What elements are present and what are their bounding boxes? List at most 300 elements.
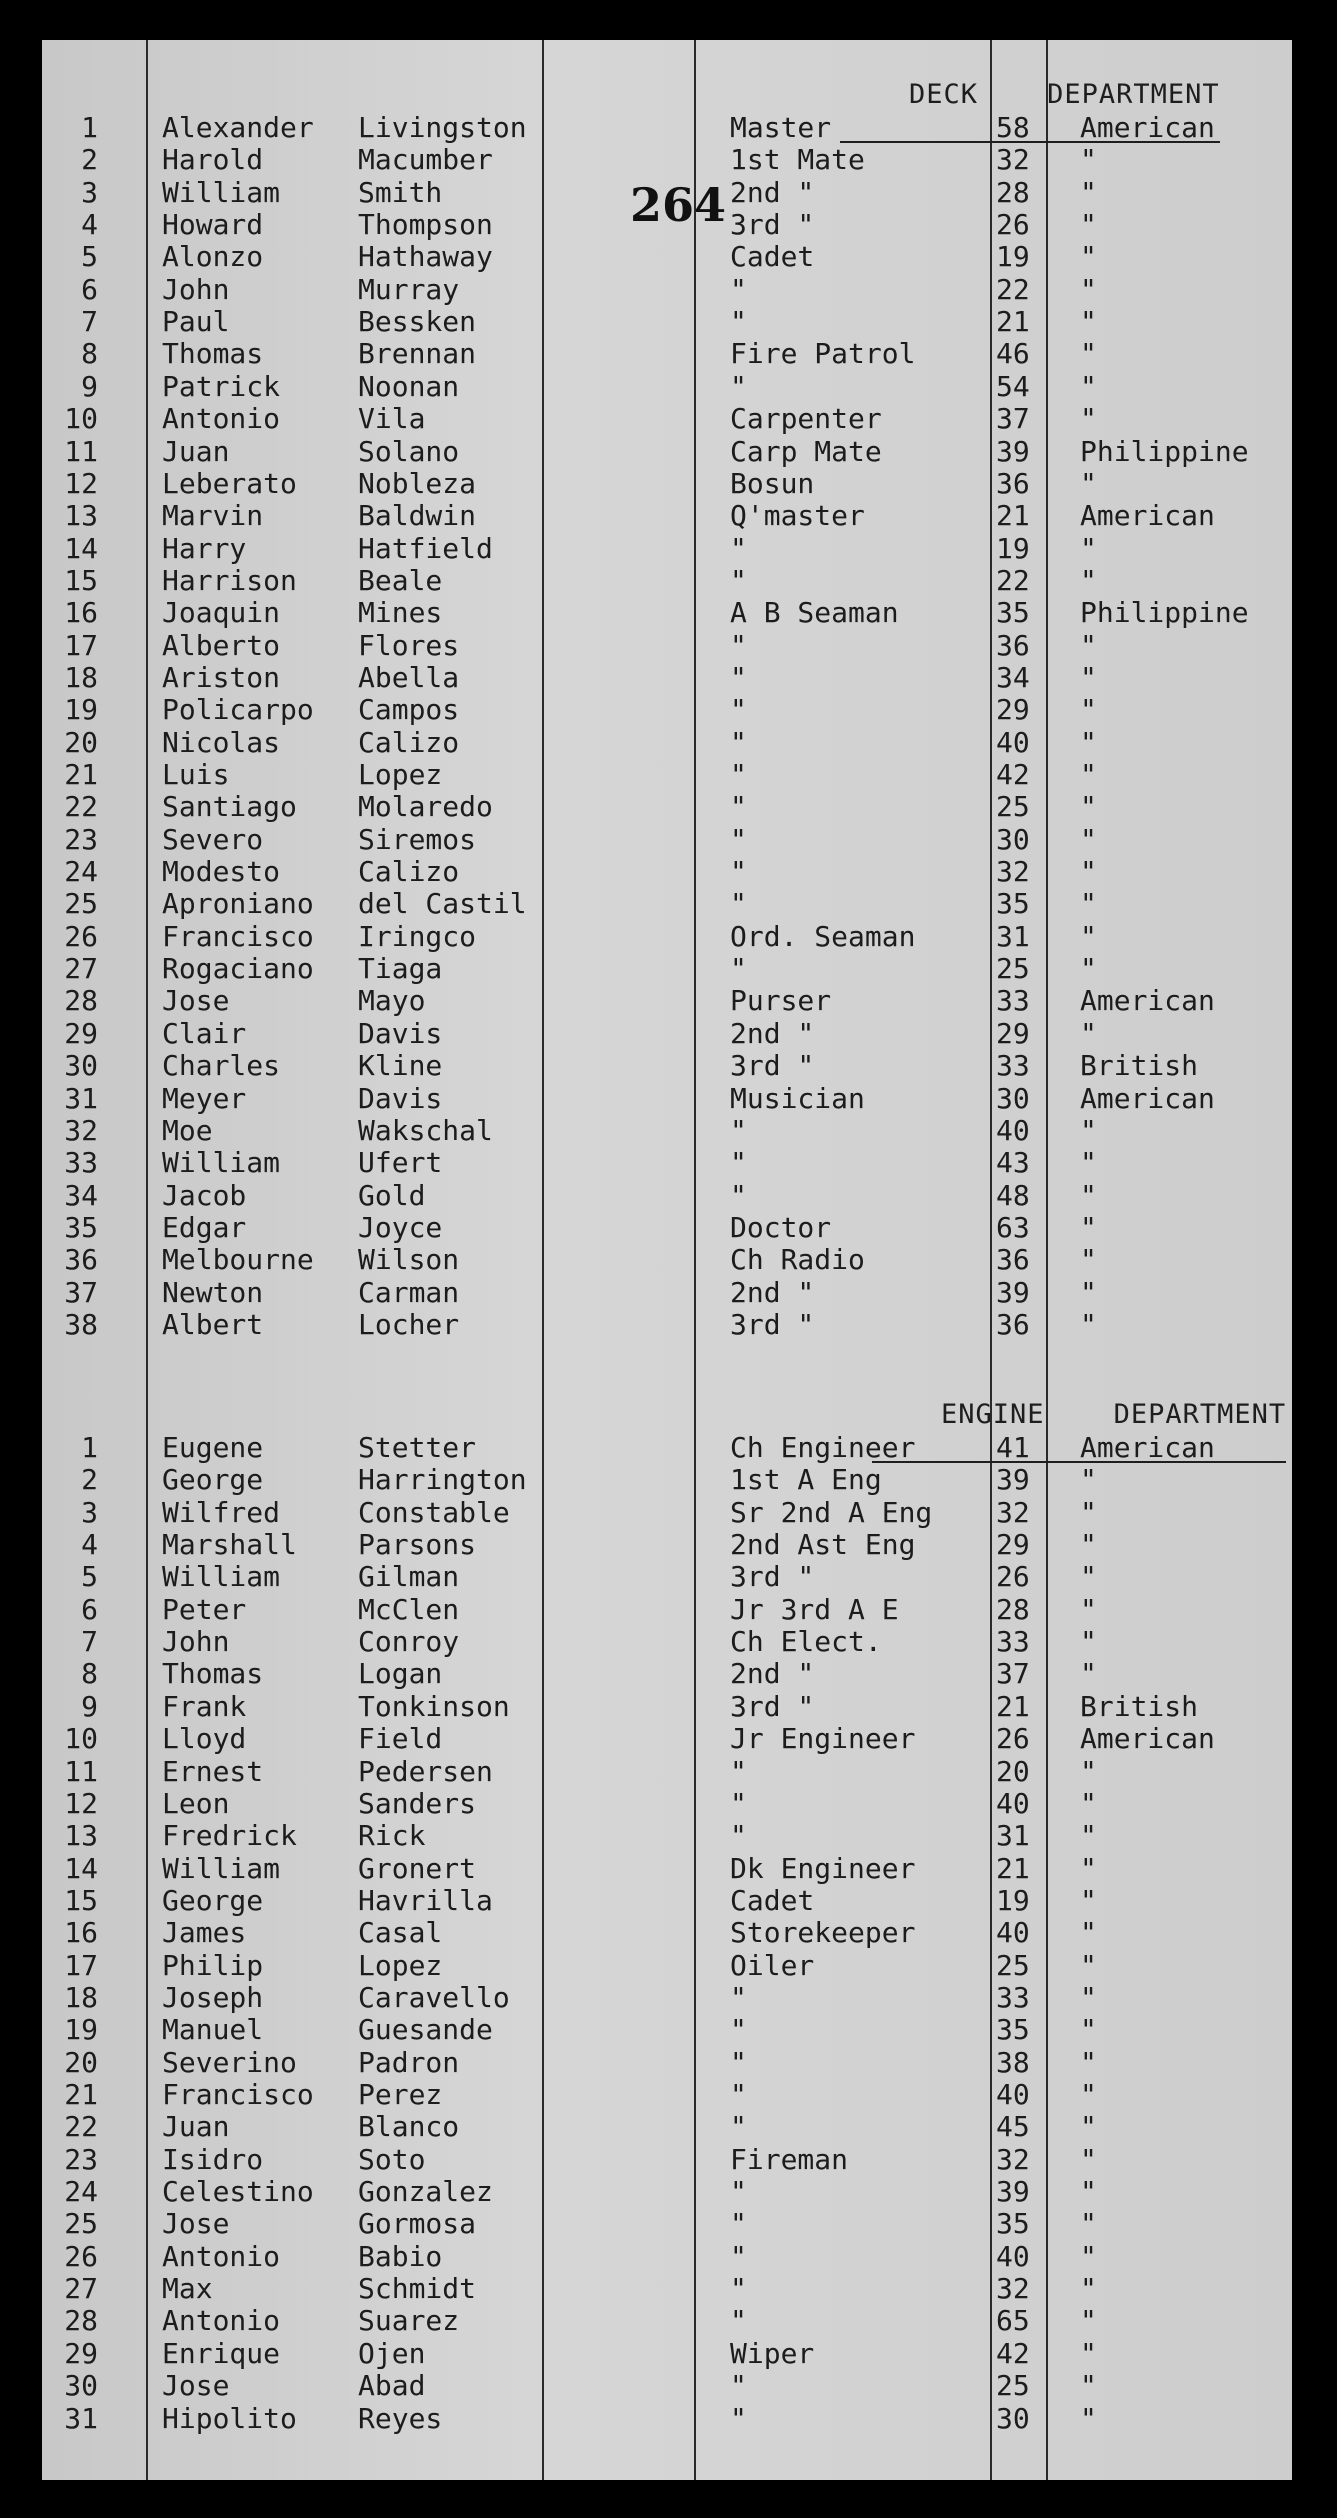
nationality: American [1080,984,1215,1018]
row-number: 19 [64,2013,98,2047]
row-number: 5 [81,1560,98,1594]
engine-heading-left: ENGINE [941,1399,1045,1430]
last-name: Pedersen [358,1754,493,1788]
age: 40 [996,2078,1030,2111]
row-number: 24 [64,2175,98,2209]
table-row [42,1756,1292,1788]
crew-list-sheet [42,40,1292,2480]
last-name: McClen [358,1592,460,1626]
first-name: Wilfred [162,1495,281,1529]
last-name: Iringco [358,919,477,953]
nationality: " [1080,1883,1097,1917]
last-name: Ufert [358,1146,443,1180]
last-name: Havrilla [358,1883,493,1917]
first-name: John [162,1625,230,1659]
nationality: " [1080,2369,1097,2403]
table-row [42,1050,1292,1082]
age: 43 [996,1146,1030,1180]
last-name: Lopez [358,758,443,791]
row-number: 9 [81,369,98,403]
first-name: Eugene [162,1431,264,1464]
last-name: Schmidt [358,2272,477,2306]
rank-rating: " [730,693,747,727]
row-number: 7 [81,305,98,339]
nationality: " [1080,1243,1097,1277]
row-number: 30 [64,1049,98,1083]
age: 19 [996,1883,1030,1917]
table-row [42,2079,1292,2111]
rank-rating: Carp Mate [730,434,882,468]
age: 29 [996,693,1030,727]
first-name: Harrison [162,563,297,597]
age: 33 [996,1625,1030,1659]
table-row [42,2305,1292,2337]
rank-rating: Bosun [730,466,815,500]
age: 33 [996,1049,1030,1083]
last-name: Campos [358,693,460,727]
last-name: Wilson [358,1243,460,1277]
row-number: 31 [64,1081,98,1115]
first-name: Melbourne [162,1243,314,1277]
nationality: " [1080,1275,1097,1309]
row-number: 8 [81,337,98,371]
table-row [42,1853,1292,1885]
first-name: Philip [162,1948,264,1982]
last-name: Noonan [358,369,460,403]
rank-rating: Musician [730,1081,865,1115]
last-name: Padron [358,2045,460,2079]
first-name: Leberato [162,466,297,500]
last-name: Mines [358,596,443,630]
last-name: Caravello [358,1980,510,2014]
nationality: " [1080,2207,1097,2241]
nationality: American [1080,111,1215,144]
last-name: Guesande [358,2013,493,2047]
table-row [42,1115,1292,1147]
nationality: " [1080,1592,1097,1626]
rank-rating: Q'master [730,499,865,533]
row-number: 25 [64,2207,98,2241]
age: 25 [996,1948,1030,1982]
first-name: Lloyd [162,1722,247,1756]
nationality: American [1080,1081,1215,1115]
row-number: 14 [64,531,98,565]
row-number: 6 [81,1592,98,1626]
age: 21 [996,1851,1030,1885]
rank-rating: 1st A Eng [730,1463,882,1497]
table-row [42,2273,1292,2305]
row-number: 8 [81,1657,98,1691]
row-number: 17 [64,628,98,662]
rank-rating: " [730,952,747,986]
row-number: 38 [64,1307,98,1341]
age: 39 [996,1463,1030,1497]
first-name: Celestino [162,2175,314,2209]
last-name: Gold [358,1178,426,1212]
rank-rating: " [730,563,747,597]
last-name: Davis [358,1016,443,1050]
rank-rating: Storekeeper [730,1916,916,1950]
last-name: Conroy [358,1625,460,1659]
row-number: 33 [64,1146,98,1180]
nationality: " [1080,628,1097,662]
first-name: Meyer [162,1081,247,1115]
row-number: 4 [81,208,98,242]
row-number: 4 [81,1528,98,1562]
age: 36 [996,1243,1030,1277]
rank-rating: Ch Radio [730,1243,865,1277]
nationality: " [1080,208,1097,242]
nationality: British [1080,1689,1199,1723]
nationality: " [1080,175,1097,209]
last-name: Thompson [358,208,493,242]
table-row [42,144,1292,176]
last-name: Parsons [358,1528,477,1562]
nationality: " [1080,2078,1097,2111]
nationality: American [1080,499,1215,533]
age: 39 [996,434,1030,468]
last-name: Abella [358,660,460,694]
table-row [42,2370,1292,2402]
rank-rating: " [730,2401,747,2435]
last-name: Sanders [358,1786,477,1820]
first-name: Thomas [162,1657,264,1691]
age: 32 [996,2142,1030,2176]
last-name: Smith [358,175,443,209]
row-number: 23 [64,2142,98,2176]
last-name: Rick [358,1819,426,1853]
first-name: William [162,1851,281,1885]
first-name: Isidro [162,2142,264,2176]
first-name: Howard [162,208,264,242]
age: 37 [996,1657,1030,1691]
table-row [42,1277,1292,1309]
rank-rating: " [730,369,747,403]
last-name: Abad [358,2369,426,2403]
rank-rating: " [730,1819,747,1853]
rank-rating: " [730,1113,747,1147]
first-name: Harold [162,143,264,177]
rank-rating: " [730,2110,747,2144]
rank-rating: Dk Engineer [730,1851,916,1885]
age: 42 [996,758,1030,791]
row-number: 14 [64,1851,98,1885]
first-name: Paul [162,305,230,339]
table-row [42,1594,1292,1626]
nationality: " [1080,725,1097,759]
row-number: 13 [64,499,98,533]
first-name: William [162,1146,281,1180]
age: 40 [996,1786,1030,1820]
rank-rating: " [730,758,747,791]
table-row [42,2403,1292,2435]
table-row [42,241,1292,273]
rank-rating: Wiper [730,2336,815,2370]
table-row [42,274,1292,306]
first-name: Frank [162,1689,247,1723]
row-number: 11 [64,1754,98,1788]
table-row [42,1432,1292,1464]
rank-rating: " [730,305,747,339]
last-name: Beale [358,563,443,597]
first-name: Edgar [162,1210,247,1244]
row-number: 1 [81,111,98,144]
age: 19 [996,531,1030,565]
row-number: 29 [64,2336,98,2370]
table-row [42,727,1292,759]
age: 22 [996,272,1030,306]
first-name: Policarpo [162,693,314,727]
rank-rating: Ch Elect. [730,1625,882,1659]
age: 21 [996,305,1030,339]
table-row [42,565,1292,597]
last-name: Flores [358,628,460,662]
nationality: " [1080,2110,1097,2144]
row-number: 18 [64,660,98,694]
nationality: " [1080,2045,1097,2079]
row-number: 27 [64,952,98,986]
first-name: John [162,272,230,306]
rank-rating: " [730,1786,747,1820]
row-number: 10 [64,1722,98,1756]
last-name: Siremos [358,822,477,856]
table-row [42,1950,1292,1982]
age: 25 [996,952,1030,986]
rank-rating: Cadet [730,1883,815,1917]
last-name: Tiaga [358,952,443,986]
age: 32 [996,143,1030,177]
first-name: Modesto [162,855,281,889]
nationality: Philippine [1080,434,1249,468]
last-name: Wakschal [358,1113,493,1147]
last-name: Blanco [358,2110,460,2144]
row-number: 26 [64,919,98,953]
last-name: Gronert [358,1851,477,1885]
rank-rating: Fireman [730,2142,849,2176]
age: 40 [996,725,1030,759]
nationality: " [1080,1754,1097,1788]
table-row [42,694,1292,726]
table-row [42,759,1292,791]
row-number: 11 [64,434,98,468]
rank-rating: Jr Engineer [730,1722,916,1756]
age: 29 [996,1528,1030,1562]
age: 32 [996,1495,1030,1529]
page-stamp-number: 264 [630,178,727,232]
last-name: Vila [358,402,426,436]
rank-rating: Ord. Seaman [730,919,916,953]
last-name: Calizo [358,725,460,759]
row-number: 27 [64,2272,98,2306]
first-name: Max [162,2272,213,2306]
age: 46 [996,337,1030,371]
table-row [42,2144,1292,2176]
rank-rating: Fire Patrol [730,337,916,371]
rank-rating: " [730,822,747,856]
nationality: " [1080,466,1097,500]
table-row [42,597,1292,629]
table-row [42,500,1292,532]
rank-rating: 2nd " [730,1016,815,1050]
row-number: 5 [81,240,98,274]
age: 28 [996,175,1030,209]
nationality: " [1080,1948,1097,1982]
nationality: " [1080,2272,1097,2306]
row-number: 20 [64,2045,98,2079]
nationality: " [1080,2142,1097,2176]
row-number: 30 [64,2369,98,2403]
row-number: 15 [64,1883,98,1917]
table-row [42,1626,1292,1658]
age: 36 [996,1307,1030,1341]
row-number: 6 [81,272,98,306]
first-name: Antonio [162,2304,281,2338]
table-row [42,662,1292,694]
rank-rating: Oiler [730,1948,815,1982]
last-name: Bessken [358,305,477,339]
nationality: " [1080,272,1097,306]
deck-heading-left: DECK [909,79,979,110]
table-row [42,2014,1292,2046]
first-name: Aproniano [162,887,314,921]
rank-rating: Master [730,111,832,144]
rank-rating: " [730,1146,747,1180]
nationality: American [1080,1722,1215,1756]
age: 30 [996,2401,1030,2435]
nationality: " [1080,2336,1097,2370]
first-name: Severo [162,822,264,856]
last-name: Murray [358,272,460,306]
age: 36 [996,466,1030,500]
first-name: Joseph [162,1980,264,2014]
nationality: " [1080,919,1097,953]
age: 32 [996,2272,1030,2306]
table-row [42,2208,1292,2240]
nationality: " [1080,143,1097,177]
rank-rating: " [730,2304,747,2338]
table-row [42,2176,1292,2208]
nationality: " [1080,2175,1097,2209]
table-row [42,1018,1292,1050]
row-number: 17 [64,1948,98,1982]
first-name: Enrique [162,2336,281,2370]
nationality: " [1080,1307,1097,1341]
rank-rating: " [730,1178,747,1212]
table-row [42,1820,1292,1852]
age: 21 [996,1689,1030,1723]
last-name: Soto [358,2142,426,2176]
last-name: Harrington [358,1463,527,1497]
last-name: Mayo [358,984,426,1018]
table-row [42,921,1292,953]
nationality: " [1080,1560,1097,1594]
nationality: " [1080,1146,1097,1180]
first-name: Marvin [162,499,264,533]
table-row [42,2338,1292,2370]
row-number: 12 [64,466,98,500]
row-number: 31 [64,2401,98,2435]
nationality: " [1080,855,1097,889]
rank-rating: 3rd " [730,1689,815,1723]
nationality: " [1080,693,1097,727]
age: 26 [996,208,1030,242]
age: 63 [996,1210,1030,1244]
first-name: Newton [162,1275,264,1309]
first-name: Francisco [162,919,314,953]
table-row [42,209,1292,241]
table-row [42,371,1292,403]
nationality: " [1080,660,1097,694]
first-name: Joaquin [162,596,281,630]
nationality: American [1080,1431,1215,1464]
rank-rating: Ch Engineer [730,1431,916,1464]
first-name: Hipolito [162,2401,297,2435]
age: 42 [996,2336,1030,2370]
row-number: 29 [64,1016,98,1050]
rank-rating: " [730,2239,747,2273]
rank-rating: 2nd Ast Eng [730,1528,916,1562]
first-name: William [162,1560,281,1594]
row-number: 21 [64,2078,98,2111]
row-number: 23 [64,822,98,856]
nationality: " [1080,240,1097,274]
table-row [42,1497,1292,1529]
first-name: Severino [162,2045,297,2079]
age: 35 [996,596,1030,630]
rank-rating: " [730,1754,747,1788]
row-number: 32 [64,1113,98,1147]
rank-rating: " [730,887,747,921]
nationality: " [1080,1495,1097,1529]
first-name: Moe [162,1113,213,1147]
rank-rating: " [730,2207,747,2241]
nationality: " [1080,1016,1097,1050]
table-row [42,1982,1292,2014]
table-row [42,953,1292,985]
nationality: " [1080,531,1097,565]
last-name: Macumber [358,143,493,177]
table-row [42,1212,1292,1244]
age: 40 [996,1916,1030,1950]
first-name: Antonio [162,402,281,436]
table-row [42,1788,1292,1820]
last-name: Reyes [358,2401,443,2435]
first-name: Charles [162,1049,281,1083]
row-number: 1 [81,1431,98,1464]
first-name: Harry [162,531,247,565]
rank-rating: " [730,531,747,565]
age: 39 [996,2175,1030,2209]
first-name: Juan [162,2110,230,2144]
nationality: Philippine [1080,596,1249,630]
first-name: Leon [162,1786,230,1820]
first-name: Marshall [162,1528,297,1562]
table-row [42,1244,1292,1276]
last-name: Calizo [358,855,460,889]
rank-rating: 2nd " [730,1657,815,1691]
row-number: 9 [81,1689,98,1723]
last-name: Hatfield [358,531,493,565]
row-number: 21 [64,758,98,791]
first-name: Nicolas [162,725,281,759]
age: 40 [996,1113,1030,1147]
nationality: British [1080,1049,1199,1083]
table-row [42,338,1292,370]
first-name: Luis [162,758,230,791]
deck-heading-right: DEPARTMENT [1047,79,1220,110]
rank-rating: " [730,2369,747,2403]
rank-rating: " [730,790,747,824]
